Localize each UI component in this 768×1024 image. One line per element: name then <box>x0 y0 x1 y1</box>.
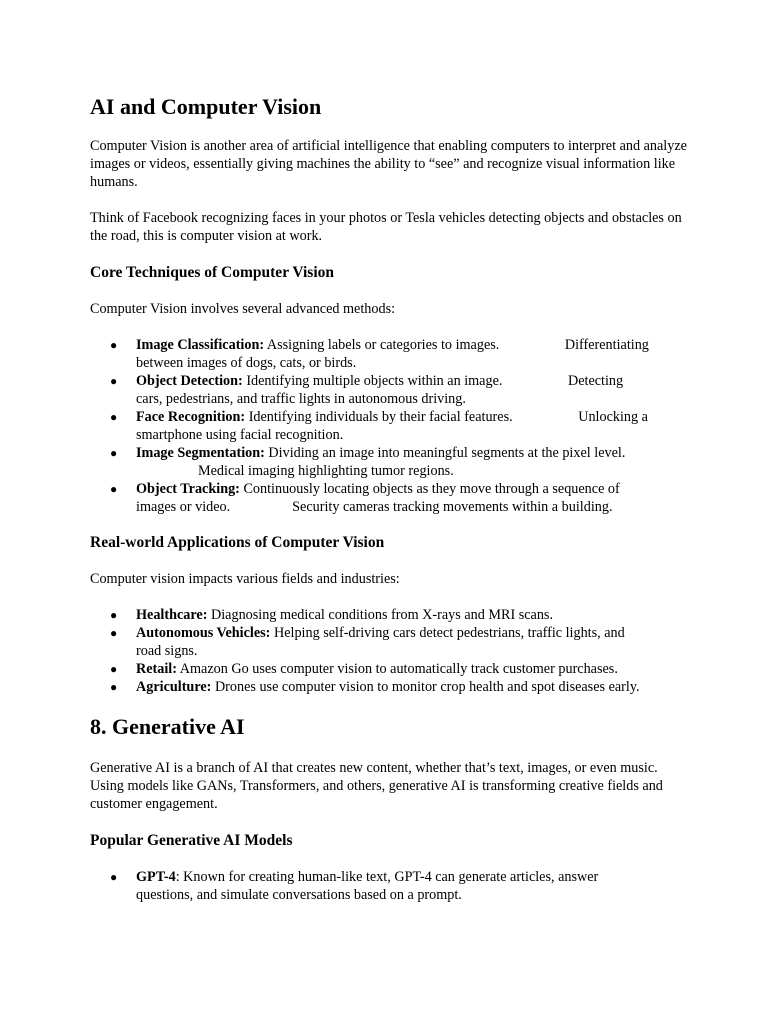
paragraph-techniques-intro: Computer Vision involves several advanced methods: <box>90 301 396 317</box>
bullet-icon: ● <box>110 870 118 884</box>
list-item-term: Image Classification: <box>136 337 265 353</box>
bullet-icon: ● <box>110 374 118 388</box>
list-item-term: Agriculture: <box>136 679 212 695</box>
list-item <box>90 660 690 678</box>
list-item-desc: Amazon Go uses computer vision to automatically track customer purchases. <box>179 661 618 677</box>
list-item-example: cars, pedestrians, and traffic lights in autonomous driving. <box>136 391 466 407</box>
paragraph-genai-intro: Generative AI is a branch of AI that creates new content, whether that’s text, images, or even music. Using models like GANs, Transformers, and others, generative AI is transforming creative fields and customer engagement. <box>90 760 663 812</box>
list-item-example: Security cameras tracking movements within a building. <box>292 499 613 515</box>
list-item <box>90 868 690 904</box>
techniques-list <box>90 336 690 516</box>
list-item-desc: questions, and simulate conversations based on a prompt. <box>136 887 462 903</box>
list-item-desc: Identifying multiple objects within an image. <box>246 373 503 389</box>
list-item-desc: Drones use computer vision to monitor crop health and spot diseases early. <box>214 679 640 695</box>
list-item-desc: Helping self-driving cars detect pedestrians, traffic lights, and <box>273 625 625 641</box>
list-item-term: Autonomous Vehicles: <box>136 625 271 641</box>
list-item-example: between images of dogs, cats, or birds. <box>136 355 357 371</box>
list-item-example: smartphone using facial recognition. <box>136 427 344 443</box>
list-item-term: Object Detection: <box>136 373 243 389</box>
bullet-icon: ● <box>110 626 118 640</box>
list-item-desc: Identifying individuals by their facial features. <box>248 409 513 425</box>
list-item-desc: : Known for creating human-like text, GPT-4 can generate articles, answer <box>175 869 599 885</box>
bullet-icon: ● <box>110 446 118 460</box>
document-page <box>90 93 690 904</box>
applications-list <box>90 606 690 696</box>
list-item-example: Medical imaging highlighting tumor regions. <box>198 463 454 479</box>
list-item-desc: Diagnosing medical conditions from X-rays and MRI scans. <box>210 607 553 623</box>
bullet-icon: ● <box>110 338 118 352</box>
section-title-generative-ai: 8. Generative AI <box>90 714 245 739</box>
heading-core-techniques: Core Techniques of Computer Vision <box>90 264 335 281</box>
list-item-term: Face Recognition: <box>136 409 246 425</box>
list-item-term: Healthcare: <box>136 607 208 623</box>
bullet-icon: ● <box>110 662 118 676</box>
paragraph-cv-examples: Think of Facebook recognizing faces in your photos or Tesla vehicles detecting objects and obstacles on the road, this is computer vision at work. <box>90 210 682 244</box>
list-item <box>90 336 690 372</box>
list-item <box>90 480 690 516</box>
list-item-example: Unlocking a <box>578 409 648 425</box>
list-item <box>90 444 690 480</box>
models-list <box>90 868 690 904</box>
paragraph-applications-intro: Computer vision impacts various fields and industries: <box>90 571 400 587</box>
list-item-desc: Assigning labels or categories to images. <box>266 337 500 353</box>
list-item-term: Retail: <box>136 661 177 677</box>
list-item-example: Detecting <box>567 373 624 389</box>
bullet-icon: ● <box>110 410 118 424</box>
heading-applications: Real-world Applications of Computer Vision <box>90 534 385 551</box>
list-item <box>90 678 690 696</box>
list-item-desc: road signs. <box>136 643 198 659</box>
bullet-icon: ● <box>110 680 118 694</box>
list-item-term: Object Tracking: <box>136 481 240 497</box>
list-item-desc: Continuously locating objects as they move through a sequence of <box>243 481 620 497</box>
heading-popular-models: Popular Generative AI Models <box>90 832 293 849</box>
list-item <box>90 606 690 624</box>
bullet-icon: ● <box>110 482 118 496</box>
paragraph-cv-intro: Computer Vision is another area of artificial intelligence that enabling computers to interpret and analyze images or videos, essentially giving machines the ability to “see” and recognize visual information like humans. <box>90 138 687 190</box>
bullet-icon: ● <box>110 608 118 622</box>
list-item <box>90 372 690 408</box>
list-item-desc: images or video. <box>136 499 231 515</box>
list-item-desc: Dividing an image into meaningful segments at the pixel level. <box>268 445 626 461</box>
section-title-computer-vision: AI and Computer Vision <box>90 94 322 119</box>
list-item <box>90 624 690 660</box>
list-item-term: GPT-4 <box>136 869 176 885</box>
list-item <box>90 408 690 444</box>
list-item-term: Image Segmentation: <box>136 445 265 461</box>
list-item-example: Differentiating <box>564 337 649 353</box>
